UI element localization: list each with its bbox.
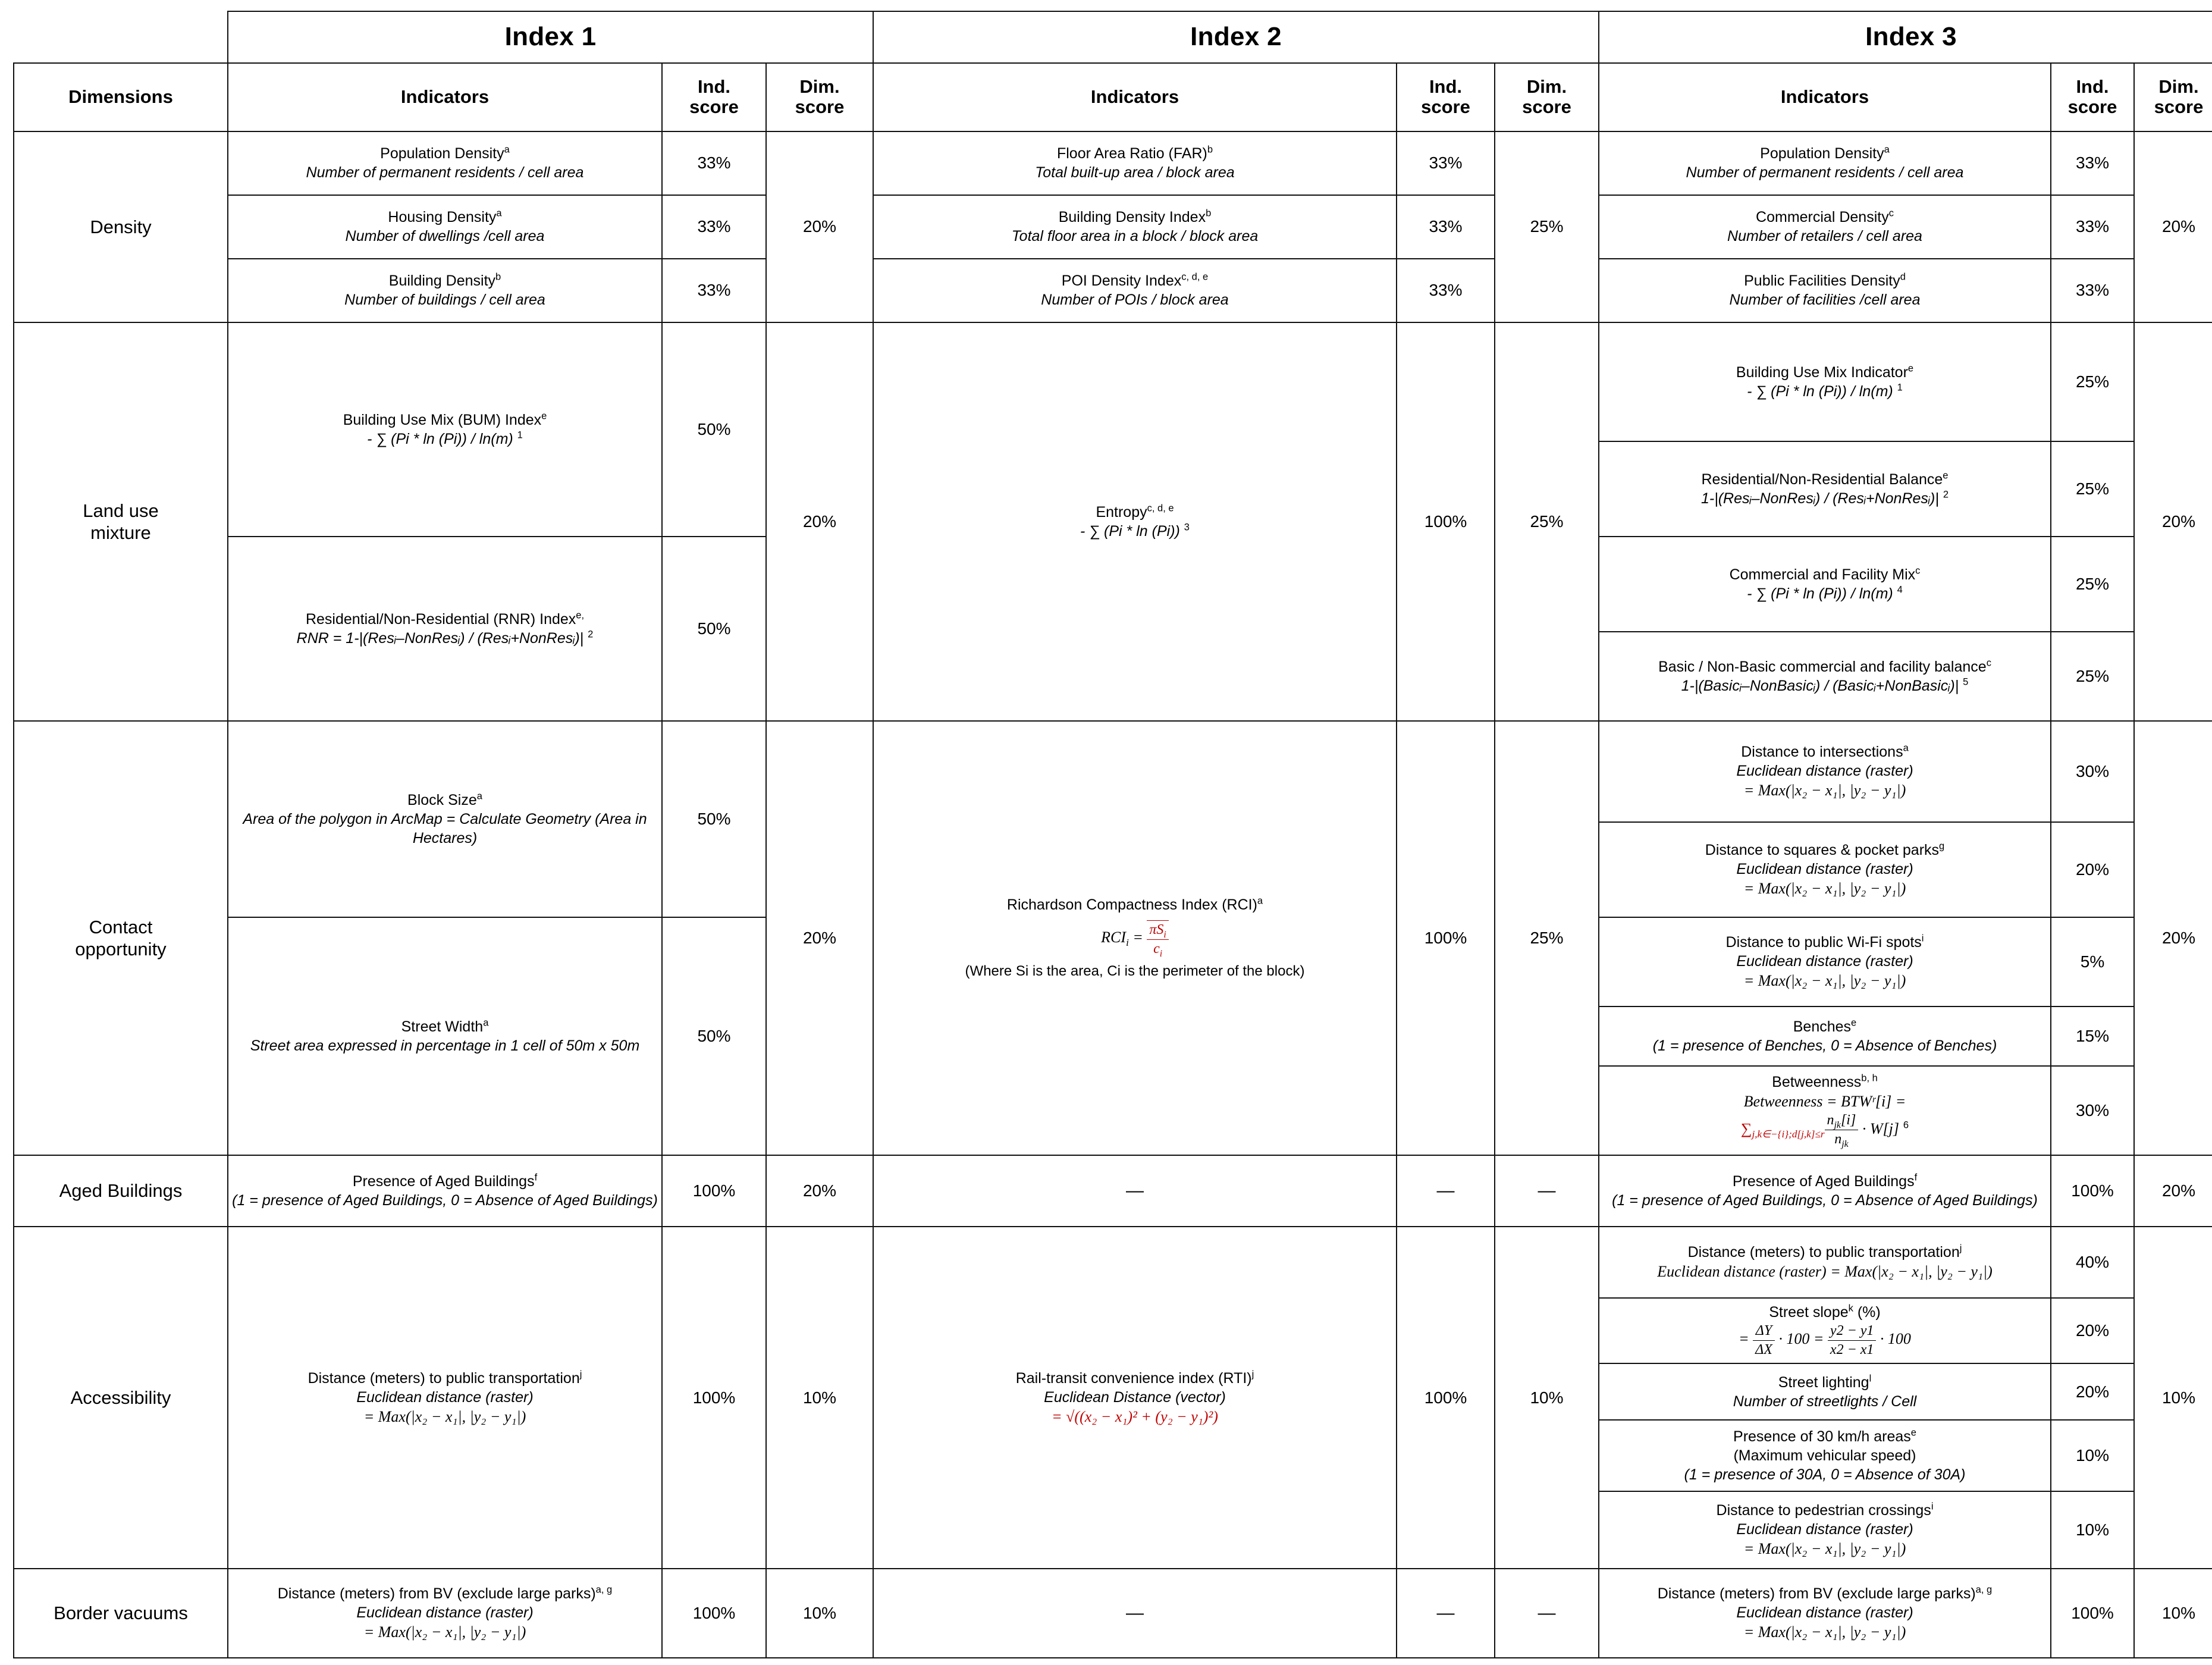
indicator-title: Building Density: [388, 272, 496, 290]
indicator-cell-betweenness: Betweenness$^{b, h}$ Betweenness = BTWʳ[i] = $\sum_{j,k\in-\{i\};d[j,k]\le r}$ $\frac{n_{jk}[i]}{n_{jk}}$ · W[j] $^6$: [1599, 1066, 2051, 1155]
indicator-formula: (1 = presence of Benches, 0 = Absence of Benches): [1652, 1037, 1997, 1054]
header-row-index: [14, 11, 2212, 63]
indicator-formula: Euclidean distance (raster): [1736, 1604, 1913, 1622]
rci-note: (Where Si is the area, Ci is the perimeter of the block): [965, 963, 1305, 980]
indicator-cell-empty: —: [873, 1569, 1397, 1658]
indicator-formula: Betweenness = BTWʳ[i] =: [1743, 1093, 1906, 1111]
indicator-formula: Number of permanent residents / cell area: [1686, 164, 1964, 181]
index1-header: Index 1: [228, 11, 873, 63]
ind-score: 100%: [1397, 1227, 1495, 1569]
indicator-title: Residential/Non-Residential Balance: [1701, 471, 1943, 488]
indicator-formula-2: = Max(|x₂ − x₁|, |y₂ − y₁|): [1743, 1540, 1906, 1558]
ind-score: 20%: [2051, 1363, 2134, 1420]
indicator-cell: [228, 1155, 662, 1227]
table-row: [14, 1569, 2212, 1658]
ind-score: 25%: [2051, 322, 2134, 441]
indicator-ref: j: [1251, 1369, 1254, 1380]
indicator-ref: k: [1848, 1303, 1853, 1314]
indicator-cell: [1599, 822, 2051, 917]
table-row: [14, 322, 2212, 441]
indicator-title: Public Facilities Density: [1744, 272, 1900, 290]
indicator-cell: [1599, 632, 2051, 721]
indicator-formula: Euclidean distance (raster): [1736, 953, 1913, 970]
indicator-cell: [1599, 721, 2051, 822]
indicator-cell: [228, 1227, 662, 1569]
dim-score: —: [1495, 1569, 1599, 1658]
dimension-aged-buildings: Aged Buildings: [14, 1155, 228, 1227]
indicator-cell: [1599, 1155, 2051, 1227]
indicator-ref: a: [1884, 144, 1890, 155]
dim-score-header-3: Dim. score: [2134, 63, 2212, 131]
indicator-formula-2: = Max(|x₂ − x₁|, |y₂ − y₁|): [1743, 782, 1906, 799]
indicator-formula: Number of buildings / cell area: [344, 291, 545, 309]
indicator-cell: [228, 917, 662, 1155]
indicators-header-1: Indicators: [228, 63, 662, 131]
indicator-title: Richardson Compactness Index (RCI): [1006, 896, 1257, 913]
ind-score: 33%: [2051, 131, 2134, 195]
indicator-ref: a: [1257, 895, 1263, 907]
dim-score: 20%: [766, 322, 873, 721]
dim-score: —: [1495, 1155, 1599, 1227]
indicator-formula: (1 = presence of Aged Buildings, 0 = Absence of Aged Buildings): [232, 1192, 658, 1209]
ind-score: 100%: [2051, 1569, 2134, 1658]
dimension-land-use-mixture: Land use mixture: [14, 322, 228, 721]
indicator-title: Betweenness: [1772, 1074, 1862, 1091]
ind-score: —: [1397, 1569, 1495, 1658]
indicator-formula: - ∑ (Pi * ln (Pi)) / ln(m): [1747, 585, 1893, 602]
indicator-ref: e: [1943, 470, 1949, 481]
indicator-cell: [873, 259, 1397, 322]
ind-score: 50%: [662, 537, 766, 721]
dimension-accessibility: Accessibility: [14, 1227, 228, 1569]
indicator-formula: Euclidean Distance (vector): [1044, 1388, 1226, 1406]
indicator-note: 2: [588, 629, 594, 640]
ind-score: 5%: [2051, 917, 2134, 1006]
ind-score: 10%: [2051, 1491, 2134, 1569]
indicator-title: Distance to intersections: [1741, 744, 1903, 761]
indicator-ref: c: [1986, 657, 1991, 669]
index3-header: Index 3: [1599, 11, 2212, 63]
dim-score: 20%: [2134, 721, 2212, 1155]
ind-score: 100%: [2051, 1155, 2134, 1227]
indicator-cell-empty: —: [873, 1155, 1397, 1227]
indicator-title: Distance to squares & pocket parks: [1705, 842, 1940, 859]
indicator-cell-rci: [873, 721, 1397, 1155]
rci-formula: $RCI_i$ = $\frac{\pi S_i}{c_i}$: [877, 920, 1392, 958]
indicator-ref: d: [1900, 272, 1906, 283]
ind-score: 50%: [662, 322, 766, 537]
dim-score: 10%: [1495, 1227, 1599, 1569]
indicator-note: 4: [1897, 584, 1903, 595]
indicator-note: 3: [1184, 522, 1190, 533]
ind-score: 100%: [662, 1155, 766, 1227]
dim-score-header-1: Dim. score: [766, 63, 873, 131]
indicator-cell: [1599, 259, 2051, 322]
indicator-formula: Number of streetlights / Cell: [1733, 1393, 1917, 1410]
indicator-title: Presence of 30 km/h areas: [1733, 1428, 1911, 1445]
ind-score: 50%: [662, 721, 766, 917]
indicator-cell: [1599, 917, 2051, 1006]
ind-score: 33%: [662, 131, 766, 195]
dim-score: 20%: [766, 1155, 873, 1227]
indicator-formula-2: = √((x₂ − x₁)² + (y₂ − y₁)²): [1052, 1407, 1218, 1425]
indicator-formula: 1-|(Resᵢ–NonResᵢ) / (Resᵢ+NonResᵢ)|: [1700, 490, 1939, 507]
street-slope-formula: = $\frac{\Delta Y}{\Delta X}$ · 100 = $\frac{y2 - y1}{x2 - x1}$ · 100: [1739, 1322, 1911, 1357]
table-row: [14, 195, 2212, 259]
indicator-cell: [873, 1227, 1397, 1569]
indicator-ref: a: [504, 144, 510, 155]
indicator-ref: e: [1910, 1427, 1916, 1438]
indicator-ref: b: [1207, 144, 1213, 155]
table-row: [14, 131, 2212, 195]
dimension-border-vacuums: Border vacuums: [14, 1569, 228, 1658]
indicator-formula: - ∑ (Pi * ln (Pi)) / ln(m): [1747, 383, 1893, 400]
indicator-cell: [228, 259, 662, 322]
dim-score-header-2: Dim. score: [1495, 63, 1599, 131]
ind-score: 33%: [2051, 259, 2134, 322]
header-row-columns: [14, 63, 2212, 131]
indicator-ref: a: [496, 208, 502, 220]
indicator-ref: c: [1915, 565, 1921, 576]
indicator-title: Entropy: [1096, 504, 1147, 520]
dim-score: 20%: [2134, 1155, 2212, 1227]
ind-score: 25%: [2051, 632, 2134, 721]
indicator-formula: Euclidean distance (raster) = Max(|x₂ − x₁|, |y₂ − y₁|): [1657, 1263, 1993, 1281]
indicator-formula: Number of retailers / cell area: [1727, 228, 1922, 245]
indicator-cell: [1599, 1420, 2051, 1491]
indicator-cell: [873, 131, 1397, 195]
ind-score: 30%: [2051, 1066, 2134, 1155]
indicator-ref: a, g: [1975, 1585, 1993, 1596]
indicator-cell: [228, 195, 662, 259]
indicator-ref: e: [1907, 363, 1914, 374]
ind-score-header-3: Ind. score: [2051, 63, 2134, 131]
ind-score: 33%: [1397, 131, 1495, 195]
indicators-header-3: Indicators: [1599, 63, 2051, 131]
ind-score: 33%: [662, 259, 766, 322]
indicator-cell: [1599, 1569, 2051, 1658]
indicator-cell: [873, 322, 1397, 721]
indicator-formula: Street area expressed in percentage in 1 cell of 50m x 50m: [250, 1037, 640, 1054]
indicator-ref: e: [541, 410, 547, 422]
indicator-note: 2: [1943, 489, 1949, 500]
indicator-formula: Euclidean distance (raster): [1736, 861, 1913, 878]
indicator-cell: [1599, 537, 2051, 632]
indicator-title: Distance to pedestrian crossings: [1716, 1502, 1931, 1519]
indicator-formula: - ∑ (Pi * ln (Pi)): [1080, 523, 1180, 540]
dim-score: 25%: [1495, 322, 1599, 721]
indicator-cell: [873, 195, 1397, 259]
ind-score-header-1: Ind. score: [662, 63, 766, 131]
indicator-ref: f: [534, 1172, 538, 1183]
indicator-ref: e: [1851, 1017, 1857, 1029]
dim-score: 25%: [1495, 131, 1599, 322]
indicator-ref: l: [1869, 1373, 1872, 1384]
indicator-ref: i: [1921, 933, 1924, 945]
ind-score: 33%: [662, 195, 766, 259]
indicator-title: Street lighting: [1778, 1374, 1869, 1391]
indicator-title: Benches: [1793, 1018, 1852, 1035]
indicator-formula: - ∑ (Pi * ln (Pi)) / ln(m): [367, 431, 513, 447]
indicator-formula-2: (1 = presence of 30A, 0 = Absence of 30A): [1684, 1466, 1966, 1483]
ind-score-header-2: Ind. score: [1397, 63, 1495, 131]
indicator-ref: a: [1903, 743, 1909, 754]
indicator-cell: [1599, 1006, 2051, 1066]
ind-score: 20%: [2051, 822, 2134, 917]
indicator-note: 1: [517, 429, 523, 441]
indicator-cell: [1599, 1491, 2051, 1569]
indicator-note: 1: [1897, 382, 1903, 393]
ind-score: 15%: [2051, 1006, 2134, 1066]
indicator-formula: Number of facilities /cell area: [1729, 291, 1921, 309]
indicator-formula: Euclidean distance (raster): [1736, 763, 1913, 780]
indicator-ref: e,: [576, 610, 585, 621]
indicator-title: Population Density: [380, 145, 504, 162]
indicator-title: Street slope: [1769, 1303, 1849, 1321]
indicator-title: Distance (meters) to public transportation: [1687, 1244, 1960, 1261]
indicator-formula: 1-|(Basicᵢ–NonBasicᵢ) / (Basicᵢ+NonBasicᵢ)|: [1681, 678, 1959, 694]
indicator-formula: Total floor area in a block / block area: [1011, 228, 1259, 245]
indicator-title: Distance (meters) from BV (exclude large parks): [277, 1585, 596, 1603]
table-row: [14, 259, 2212, 322]
dim-score: 10%: [766, 1227, 873, 1569]
ind-score: 50%: [662, 917, 766, 1155]
corner-blank: [14, 11, 228, 63]
indicator-title: Rail-transit convenience index (RTI): [1015, 1369, 1252, 1387]
dim-score: 10%: [766, 1569, 873, 1658]
dim-score: 10%: [2134, 1227, 2212, 1569]
indicator-title: Basic / Non-Basic commercial and facility balance: [1658, 659, 1987, 675]
indicator-formula: Area of the polygon in ArcMap = Calculate Geometry (Area in Hectares): [243, 811, 647, 846]
indicator-cell: [1599, 1298, 2051, 1363]
indicator-ref: c, d, e: [1181, 272, 1209, 283]
indicator-title: Presence of Aged Buildings: [352, 1173, 535, 1190]
dimensions-header: Dimensions: [14, 63, 228, 131]
ind-score: 33%: [1397, 195, 1495, 259]
indicator-cell: [1599, 195, 2051, 259]
ind-score: 33%: [1397, 259, 1495, 322]
indicator-ref: g: [1939, 841, 1945, 852]
indicator-formula: Number of POIs / block area: [1041, 291, 1229, 309]
indicator-ref: a: [476, 791, 482, 802]
indicator-ref: b: [495, 272, 501, 283]
ind-score: 20%: [2051, 1298, 2134, 1363]
indicator-ref: a: [483, 1017, 489, 1029]
indicator-cell: [1599, 441, 2051, 537]
indicator-title: Population Density: [1760, 145, 1884, 162]
ind-score: 25%: [2051, 537, 2134, 632]
dimension-density: Density: [14, 131, 228, 322]
indicator-cell: [228, 721, 662, 917]
table-row: [14, 1227, 2212, 1298]
ind-score: 10%: [2051, 1420, 2134, 1491]
ind-score: 100%: [1397, 322, 1495, 721]
table-row: [14, 1155, 2212, 1227]
indicator-title: Commercial and Facility Mix: [1729, 566, 1916, 583]
indicator-title: Residential/Non-Residential (RNR) Index: [305, 611, 576, 628]
ind-score: —: [1397, 1155, 1495, 1227]
ind-score: 100%: [662, 1227, 766, 1569]
indicator-ref: c, d, e: [1147, 503, 1174, 514]
betweenness-formula: $\sum_{j,k\in-\{i\};d[j,k]\le r}$: [1740, 1120, 1825, 1140]
ind-score: 40%: [2051, 1227, 2134, 1298]
indicator-title: Commercial Density: [1756, 209, 1889, 226]
indicator-formula: Total built-up area / block area: [1035, 164, 1235, 181]
indicator-title: Block Size: [407, 792, 477, 808]
indicator-title: Building Density Index: [1058, 209, 1206, 226]
indicator-note: 6: [1903, 1120, 1909, 1131]
indicator-title: Housing Density: [388, 209, 497, 226]
indicator-title: Building Use Mix (BUM) Index: [343, 412, 542, 428]
ind-score: 30%: [2051, 721, 2134, 822]
indicator-title: Presence of Aged Buildings: [1732, 1173, 1915, 1190]
indicator-cell: [1599, 1363, 2051, 1420]
indicator-title: Building Use Mix Indicator: [1736, 364, 1908, 381]
indicator-formula: Euclidean distance (raster): [356, 1604, 534, 1622]
dim-score: 20%: [2134, 322, 2212, 721]
indicator-cell: [228, 131, 662, 195]
indicator-formula: Euclidean distance (raster): [356, 1388, 534, 1406]
indicator-ref: b, h: [1861, 1073, 1878, 1084]
indicator-cell: [1599, 131, 2051, 195]
dim-score: 20%: [2134, 131, 2212, 322]
indicator-ref: f: [1914, 1172, 1918, 1183]
ind-score: 100%: [662, 1569, 766, 1658]
dim-score: 25%: [1495, 721, 1599, 1155]
dim-score: 20%: [766, 131, 873, 322]
indicator-cell: [228, 322, 662, 537]
indicators-header-2: Indicators: [873, 63, 1397, 131]
ind-score: 25%: [2051, 441, 2134, 537]
indicator-formula: (Maximum vehicular speed): [1733, 1447, 1916, 1464]
indicator-note: 5: [1963, 676, 1969, 688]
indicator-cell: [228, 1569, 662, 1658]
dimension-contact-opportunity: Contact opportunity: [14, 721, 228, 1155]
indicator-ref: j: [1959, 1243, 1962, 1255]
indicator-formula-2: = Max(|x₂ − x₁|, |y₂ − y₁|): [363, 1623, 526, 1641]
index2-header: Index 2: [873, 11, 1599, 63]
indicator-cell: [1599, 1227, 2051, 1298]
indicator-ref: b: [1206, 208, 1212, 220]
indicator-cell: [228, 537, 662, 721]
indicator-formula: Number of dwellings /cell area: [345, 228, 545, 245]
indicator-title: POI Density Index: [1061, 272, 1182, 290]
indicator-formula-2: = Max(|x₂ − x₁|, |y₂ − y₁|): [363, 1407, 526, 1425]
indicator-ref: c: [1888, 208, 1894, 220]
ind-score: 100%: [1397, 721, 1495, 1155]
indicator-title: Distance to public Wi-Fi spots: [1725, 934, 1922, 951]
indicator-formula: Euclidean distance (raster): [1736, 1521, 1913, 1538]
indicator-formula: Number of permanent residents / cell area: [306, 164, 584, 181]
indicator-ref: i: [1931, 1501, 1934, 1513]
indicator-title: Distance (meters) to public transportation: [308, 1369, 580, 1387]
table-row: [14, 721, 2212, 822]
indicator-ref: j: [579, 1369, 582, 1380]
dim-score: 10%: [2134, 1569, 2212, 1658]
indicator-title: Floor Area Ratio (FAR): [1056, 145, 1207, 162]
indicator-title: Distance (meters) from BV (exclude large parks): [1657, 1585, 1976, 1603]
indicator-matrix-table: [13, 11, 2212, 1658]
dim-score: 20%: [766, 721, 873, 1155]
indicator-ref: a, g: [595, 1585, 613, 1596]
indicator-title: Street Width: [401, 1018, 484, 1035]
indicator-title-tail: (%): [1857, 1303, 1881, 1321]
indicator-formula: RNR = 1-|(Resᵢ–NonResᵢ) / (Resᵢ+NonResᵢ)|: [296, 630, 584, 647]
indicator-formula-2: = Max(|x₂ − x₁|, |y₂ − y₁|): [1743, 1623, 1906, 1641]
indicator-cell: [1599, 322, 2051, 441]
indicator-formula: (1 = presence of Aged Buildings, 0 = Absence of Aged Buildings): [1612, 1192, 2038, 1209]
indicator-formula-2: = Max(|x₂ − x₁|, |y₂ − y₁|): [1743, 972, 1906, 990]
ind-score: 33%: [2051, 195, 2134, 259]
indicator-formula-2: = Max(|x₂ − x₁|, |y₂ − y₁|): [1743, 880, 1906, 898]
